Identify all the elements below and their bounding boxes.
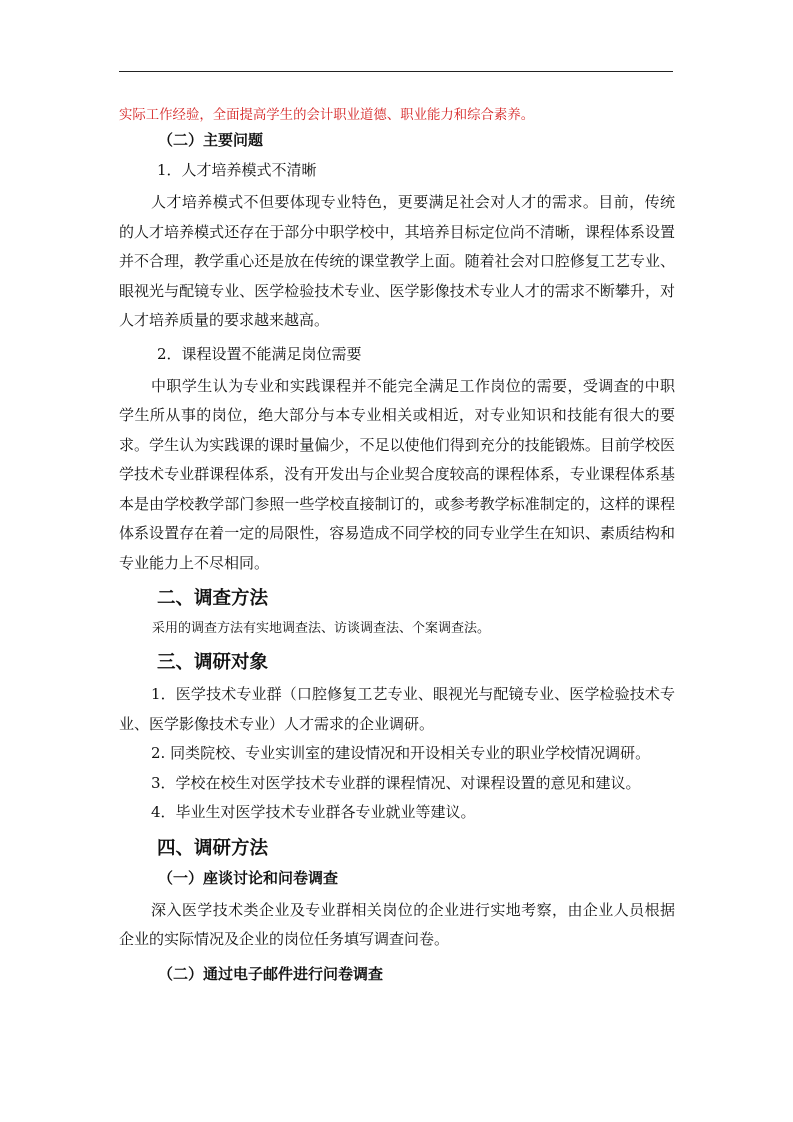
item-1-paragraph: 人才培养模式不但要体现专业特色，更要满足社会对人才的需求。目前，传统的人才培养模式还存在于部分中职学校中，其培养目标定位尚不清晰，课程体系设置并不合理，教学重心还是放在传统的课堂教学上面。随着社会对口腔修复工艺专业、眼视光与配镜专业、医学检验技术专业、医学影像技术专业人才的需求不断攀升，对人才培养质量的要求越来越高。 (119, 193, 675, 329)
object-item-3: 3．学校在校生对医学技术专业群的课程情况、对课程设置的意见和建议。 (151, 773, 641, 792)
subheading-email-survey: （二）通过电子邮件进行问卷调查 (158, 964, 384, 983)
object-item-1: 1．医学技术专业群（口腔修复工艺专业、眼视光与配镜专业、医学检验技术专业、医学影像技术专业）人才需求的企业调研。 (119, 685, 675, 733)
item-2-paragraph: 中职学生认为专业和实践课程并不能完全满足工作岗位的需要，受调查的中职学生所从事的岗位，绝大部分与本专业相关或相近，对专业知识和技能有很大的要求。学生认为实践课的课时量偏少，不足以使他们得到充分的技能锻炼。目前学校医学技术专业群课程体系，没有开发出与企业契合度较高的课程体系，专业课程体系基本是由学校教学部门参照一些学校直接制订的，或参考教学标准制定的，这样的课程体系设置存在着一定的局限性，容易造成不同学校的同专业学生在知识、素质结构和专业能力上不尽相同。 (119, 376, 675, 572)
heading-research-methods: 四、调研方法 (157, 837, 269, 859)
subheading-discussion-survey: （一）座谈讨论和问卷调查 (158, 868, 339, 887)
document-body (119, 104, 675, 992)
header-rule (119, 71, 673, 72)
red-continuation-line: 实际工作经验，全面提高学生的会计职业道德、职业能力和综合素养。 (119, 108, 535, 123)
discussion-survey-paragraph: 深入医学技术类企业及专业群相关岗位的企业进行实地考察，由企业人员根据企业的实际情况及企业的岗位任务填写调查问卷。 (119, 900, 675, 948)
object-item-4: 4．毕业生对医学技术专业群各专业就业等建议。 (151, 803, 476, 821)
heading-research-objects: 三、调研对象 (157, 652, 269, 673)
heading-survey-method: 二、调查方法 (157, 588, 269, 609)
item-1-title: 1．人才培养模式不清晰 (157, 161, 317, 179)
item-2-title: 2．课程设置不能满足岗位需要 (157, 344, 362, 363)
object-item-2: 2. 同类院校、专业实训室的建设情况和开设相关专业的职业学校情况调研。 (151, 744, 651, 762)
section-heading-main-problems: （二）主要问题 (158, 131, 264, 149)
survey-method-text: 采用的调查方法有实地调查法、访谈调查法、个案调查法。 (152, 621, 491, 636)
